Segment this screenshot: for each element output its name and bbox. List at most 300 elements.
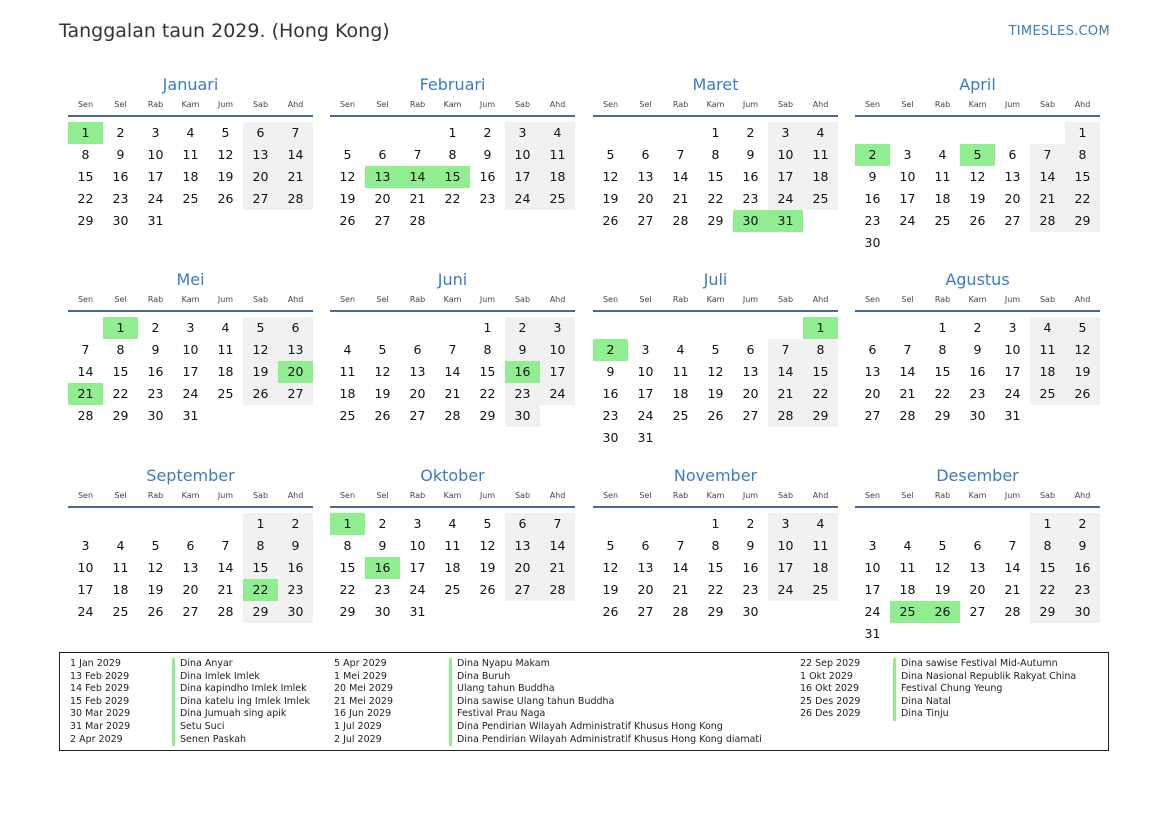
- day-cell[interactable]: 23: [112, 191, 129, 206]
- holiday-day-cell[interactable]: 16: [505, 361, 540, 383]
- day-cell[interactable]: 6: [278, 317, 313, 339]
- day-cell[interactable]: 25: [444, 582, 461, 597]
- day-cell[interactable]: 3: [1008, 320, 1017, 335]
- holiday-day-cell[interactable]: 15: [435, 166, 470, 188]
- day-cell[interactable]: 15: [707, 169, 724, 184]
- day-cell[interactable]: 18: [182, 169, 199, 184]
- day-cell[interactable]: 19: [969, 191, 986, 206]
- day-cell[interactable]: 16: [112, 169, 129, 184]
- day-cell[interactable]: 30: [602, 430, 619, 445]
- day-cell[interactable]: 14: [1004, 560, 1021, 575]
- day-cell[interactable]: 28: [672, 604, 689, 619]
- day-cell[interactable]: 30: [505, 405, 540, 427]
- day-cell[interactable]: 25: [934, 213, 951, 228]
- holiday-day-cell[interactable]: 21: [68, 383, 103, 405]
- day-cell[interactable]: 2: [505, 317, 540, 339]
- day-cell[interactable]: 9: [278, 535, 313, 557]
- day-cell[interactable]: 5: [711, 342, 720, 357]
- day-cell[interactable]: 4: [448, 516, 457, 531]
- day-cell[interactable]: 19: [602, 582, 619, 597]
- day-cell[interactable]: 1: [1030, 513, 1065, 535]
- day-cell[interactable]: 27: [278, 383, 313, 405]
- day-cell[interactable]: 4: [903, 538, 912, 553]
- day-cell[interactable]: 27: [243, 188, 278, 210]
- day-cell[interactable]: 12: [602, 560, 619, 575]
- day-cell[interactable]: 2: [973, 320, 982, 335]
- day-cell[interactable]: 3: [768, 122, 803, 144]
- day-cell[interactable]: 5: [378, 342, 387, 357]
- day-cell[interactable]: 6: [243, 122, 278, 144]
- day-cell[interactable]: 24: [147, 191, 164, 206]
- day-cell[interactable]: 21: [409, 191, 426, 206]
- day-cell[interactable]: 18: [339, 386, 356, 401]
- day-cell[interactable]: 13: [1004, 169, 1021, 184]
- day-cell[interactable]: 25: [672, 408, 689, 423]
- day-cell[interactable]: 18: [899, 582, 916, 597]
- day-cell[interactable]: 31: [864, 626, 881, 641]
- day-cell[interactable]: 23: [505, 383, 540, 405]
- day-cell[interactable]: 7: [903, 342, 912, 357]
- day-cell[interactable]: 20: [742, 386, 759, 401]
- day-cell[interactable]: 14: [672, 560, 689, 575]
- day-cell[interactable]: 21: [899, 386, 916, 401]
- day-cell[interactable]: 18: [803, 557, 838, 579]
- day-cell[interactable]: 25: [339, 408, 356, 423]
- day-cell[interactable]: 6: [641, 538, 650, 553]
- day-cell[interactable]: 11: [182, 147, 199, 162]
- day-cell[interactable]: 7: [676, 147, 685, 162]
- day-cell[interactable]: 9: [746, 538, 755, 553]
- day-cell[interactable]: 13: [864, 364, 881, 379]
- day-cell[interactable]: 6: [186, 538, 195, 553]
- day-cell[interactable]: 13: [742, 364, 759, 379]
- day-cell[interactable]: 19: [1065, 361, 1100, 383]
- day-cell[interactable]: 22: [479, 386, 496, 401]
- day-cell[interactable]: 10: [1004, 342, 1021, 357]
- day-cell[interactable]: 25: [217, 386, 234, 401]
- day-cell[interactable]: 28: [278, 188, 313, 210]
- day-cell[interactable]: 14: [768, 361, 803, 383]
- day-cell[interactable]: 17: [409, 560, 426, 575]
- day-cell[interactable]: 4: [221, 320, 230, 335]
- day-cell[interactable]: 22: [707, 191, 724, 206]
- day-cell[interactable]: 11: [803, 535, 838, 557]
- day-cell[interactable]: 1: [938, 320, 947, 335]
- day-cell[interactable]: 4: [540, 122, 575, 144]
- day-cell[interactable]: 27: [374, 213, 391, 228]
- day-cell[interactable]: 18: [934, 191, 951, 206]
- day-cell[interactable]: 14: [278, 144, 313, 166]
- day-cell[interactable]: 7: [448, 342, 457, 357]
- day-cell[interactable]: 13: [637, 169, 654, 184]
- day-cell[interactable]: 5: [606, 147, 615, 162]
- day-cell[interactable]: 19: [374, 386, 391, 401]
- day-cell[interactable]: 30: [278, 601, 313, 623]
- day-cell[interactable]: 29: [707, 213, 724, 228]
- day-cell[interactable]: 27: [637, 213, 654, 228]
- day-cell[interactable]: 27: [409, 408, 426, 423]
- day-cell[interactable]: 26: [479, 582, 496, 597]
- day-cell[interactable]: 4: [676, 342, 685, 357]
- day-cell[interactable]: 29: [1030, 601, 1065, 623]
- brand-link[interactable]: TIMESLES.COM: [1008, 24, 1110, 39]
- holiday-day-cell[interactable]: 13: [365, 166, 400, 188]
- day-cell[interactable]: 28: [899, 408, 916, 423]
- day-cell[interactable]: 10: [637, 364, 654, 379]
- day-cell[interactable]: 8: [938, 342, 947, 357]
- day-cell[interactable]: 31: [182, 408, 199, 423]
- day-cell[interactable]: 5: [151, 538, 160, 553]
- day-cell[interactable]: 1: [448, 125, 457, 140]
- day-cell[interactable]: 11: [339, 364, 356, 379]
- day-cell[interactable]: 17: [505, 166, 540, 188]
- day-cell[interactable]: 24: [505, 188, 540, 210]
- day-cell[interactable]: 15: [1065, 166, 1100, 188]
- day-cell[interactable]: 10: [540, 339, 575, 361]
- holiday-day-cell[interactable]: 30: [733, 210, 768, 232]
- day-cell[interactable]: 7: [81, 342, 90, 357]
- day-cell[interactable]: 27: [505, 579, 540, 601]
- day-cell[interactable]: 12: [339, 169, 356, 184]
- day-cell[interactable]: 25: [803, 188, 838, 210]
- day-cell[interactable]: 4: [938, 147, 947, 162]
- day-cell[interactable]: 12: [1065, 339, 1100, 361]
- day-cell[interactable]: 29: [707, 604, 724, 619]
- day-cell[interactable]: 8: [1030, 535, 1065, 557]
- day-cell[interactable]: 5: [221, 125, 230, 140]
- day-cell[interactable]: 30: [864, 235, 881, 250]
- day-cell[interactable]: 10: [899, 169, 916, 184]
- day-cell[interactable]: 20: [1004, 191, 1021, 206]
- day-cell[interactable]: 10: [77, 560, 94, 575]
- day-cell[interactable]: 10: [768, 535, 803, 557]
- holiday-day-cell[interactable]: 1: [330, 513, 365, 535]
- day-cell[interactable]: 2: [378, 516, 387, 531]
- day-cell[interactable]: 13: [969, 560, 986, 575]
- day-cell[interactable]: 23: [742, 582, 759, 597]
- day-cell[interactable]: 1: [483, 320, 492, 335]
- day-cell[interactable]: 10: [182, 342, 199, 357]
- day-cell[interactable]: 21: [217, 582, 234, 597]
- day-cell[interactable]: 1: [1065, 122, 1100, 144]
- day-cell[interactable]: 12: [602, 169, 619, 184]
- day-cell[interactable]: 26: [707, 408, 724, 423]
- day-cell[interactable]: 29: [243, 601, 278, 623]
- day-cell[interactable]: 14: [444, 364, 461, 379]
- day-cell[interactable]: 13: [505, 535, 540, 557]
- holiday-day-cell[interactable]: 14: [400, 166, 435, 188]
- day-cell[interactable]: 25: [112, 604, 129, 619]
- day-cell[interactable]: 19: [934, 582, 951, 597]
- day-cell[interactable]: 21: [444, 386, 461, 401]
- day-cell[interactable]: 29: [479, 408, 496, 423]
- day-cell[interactable]: 17: [1004, 364, 1021, 379]
- day-cell[interactable]: 25: [182, 191, 199, 206]
- day-cell[interactable]: 3: [641, 342, 650, 357]
- day-cell[interactable]: 22: [112, 386, 129, 401]
- day-cell[interactable]: 16: [147, 364, 164, 379]
- day-cell[interactable]: 5: [938, 538, 947, 553]
- day-cell[interactable]: 2: [151, 320, 160, 335]
- day-cell[interactable]: 18: [803, 166, 838, 188]
- day-cell[interactable]: 18: [672, 386, 689, 401]
- holiday-day-cell[interactable]: 2: [593, 339, 628, 361]
- day-cell[interactable]: 9: [973, 342, 982, 357]
- day-cell[interactable]: 15: [243, 557, 278, 579]
- day-cell[interactable]: 31: [1004, 408, 1021, 423]
- day-cell[interactable]: 1: [711, 125, 720, 140]
- day-cell[interactable]: 30: [969, 408, 986, 423]
- day-cell[interactable]: 29: [803, 405, 838, 427]
- day-cell[interactable]: 11: [803, 144, 838, 166]
- day-cell[interactable]: 17: [637, 386, 654, 401]
- day-cell[interactable]: 7: [768, 339, 803, 361]
- day-cell[interactable]: 11: [1030, 339, 1065, 361]
- day-cell[interactable]: 15: [803, 361, 838, 383]
- day-cell[interactable]: 19: [339, 191, 356, 206]
- day-cell[interactable]: 26: [147, 604, 164, 619]
- day-cell[interactable]: 5: [343, 147, 352, 162]
- day-cell[interactable]: 14: [217, 560, 234, 575]
- day-cell[interactable]: 24: [77, 604, 94, 619]
- day-cell[interactable]: 15: [934, 364, 951, 379]
- day-cell[interactable]: 12: [479, 538, 496, 553]
- day-cell[interactable]: 10: [147, 147, 164, 162]
- day-cell[interactable]: 24: [864, 604, 881, 619]
- day-cell[interactable]: 14: [1030, 166, 1065, 188]
- day-cell[interactable]: 22: [707, 582, 724, 597]
- day-cell[interactable]: 22: [803, 383, 838, 405]
- day-cell[interactable]: 17: [147, 169, 164, 184]
- day-cell[interactable]: 13: [182, 560, 199, 575]
- day-cell[interactable]: 23: [742, 191, 759, 206]
- day-cell[interactable]: 18: [1030, 361, 1065, 383]
- day-cell[interactable]: 27: [969, 604, 986, 619]
- day-cell[interactable]: 8: [243, 535, 278, 557]
- day-cell[interactable]: 9: [116, 147, 125, 162]
- day-cell[interactable]: 21: [672, 582, 689, 597]
- day-cell[interactable]: 7: [1008, 538, 1017, 553]
- holiday-day-cell[interactable]: 31: [768, 210, 803, 232]
- day-cell[interactable]: 11: [672, 364, 689, 379]
- holiday-day-cell[interactable]: 20: [278, 361, 313, 383]
- day-cell[interactable]: 28: [217, 604, 234, 619]
- day-cell[interactable]: 9: [1065, 535, 1100, 557]
- day-cell[interactable]: 19: [147, 582, 164, 597]
- day-cell[interactable]: 31: [409, 604, 426, 619]
- day-cell[interactable]: 21: [672, 191, 689, 206]
- day-cell[interactable]: 29: [77, 213, 94, 228]
- day-cell[interactable]: 28: [77, 408, 94, 423]
- day-cell[interactable]: 4: [343, 342, 352, 357]
- day-cell[interactable]: 6: [505, 513, 540, 535]
- day-cell[interactable]: 7: [540, 513, 575, 535]
- day-cell[interactable]: 23: [479, 191, 496, 206]
- holiday-day-cell[interactable]: 16: [365, 557, 400, 579]
- day-cell[interactable]: 26: [217, 191, 234, 206]
- day-cell[interactable]: 13: [637, 560, 654, 575]
- day-cell[interactable]: 20: [864, 386, 881, 401]
- day-cell[interactable]: 1: [711, 516, 720, 531]
- day-cell[interactable]: 12: [934, 560, 951, 575]
- day-cell[interactable]: 28: [409, 213, 426, 228]
- day-cell[interactable]: 26: [1065, 383, 1100, 405]
- day-cell[interactable]: 30: [1065, 601, 1100, 623]
- day-cell[interactable]: 24: [899, 213, 916, 228]
- day-cell[interactable]: 27: [742, 408, 759, 423]
- day-cell[interactable]: 18: [112, 582, 129, 597]
- day-cell[interactable]: 6: [1008, 147, 1017, 162]
- day-cell[interactable]: 8: [116, 342, 125, 357]
- day-cell[interactable]: 9: [868, 169, 877, 184]
- day-cell[interactable]: 8: [711, 147, 720, 162]
- day-cell[interactable]: 27: [864, 408, 881, 423]
- day-cell[interactable]: 15: [77, 169, 94, 184]
- day-cell[interactable]: 28: [672, 213, 689, 228]
- day-cell[interactable]: 17: [182, 364, 199, 379]
- day-cell[interactable]: 3: [868, 538, 877, 553]
- holiday-day-cell[interactable]: 1: [103, 317, 138, 339]
- day-cell[interactable]: 23: [1065, 579, 1100, 601]
- day-cell[interactable]: 1: [243, 513, 278, 535]
- day-cell[interactable]: 11: [217, 342, 234, 357]
- day-cell[interactable]: 12: [147, 560, 164, 575]
- day-cell[interactable]: 30: [112, 213, 129, 228]
- day-cell[interactable]: 13: [243, 144, 278, 166]
- day-cell[interactable]: 25: [803, 579, 838, 601]
- day-cell[interactable]: 23: [602, 408, 619, 423]
- day-cell[interactable]: 12: [243, 339, 278, 361]
- day-cell[interactable]: 4: [803, 122, 838, 144]
- day-cell[interactable]: 27: [1004, 213, 1021, 228]
- day-cell[interactable]: 9: [606, 364, 615, 379]
- day-cell[interactable]: 24: [637, 408, 654, 423]
- day-cell[interactable]: 6: [641, 147, 650, 162]
- day-cell[interactable]: 15: [707, 560, 724, 575]
- day-cell[interactable]: 31: [147, 213, 164, 228]
- day-cell[interactable]: 31: [637, 430, 654, 445]
- day-cell[interactable]: 9: [378, 538, 387, 553]
- day-cell[interactable]: 13: [278, 339, 313, 361]
- day-cell[interactable]: 2: [746, 125, 755, 140]
- day-cell[interactable]: 8: [483, 342, 492, 357]
- day-cell[interactable]: 7: [676, 538, 685, 553]
- day-cell[interactable]: 11: [540, 144, 575, 166]
- day-cell[interactable]: 23: [864, 213, 881, 228]
- day-cell[interactable]: 23: [278, 579, 313, 601]
- day-cell[interactable]: 20: [409, 386, 426, 401]
- day-cell[interactable]: 3: [903, 147, 912, 162]
- day-cell[interactable]: 6: [973, 538, 982, 553]
- day-cell[interactable]: 2: [278, 513, 313, 535]
- day-cell[interactable]: 6: [868, 342, 877, 357]
- day-cell[interactable]: 9: [483, 147, 492, 162]
- day-cell[interactable]: 7: [413, 147, 422, 162]
- day-cell[interactable]: 12: [217, 147, 234, 162]
- day-cell[interactable]: 4: [186, 125, 195, 140]
- day-cell[interactable]: 10: [409, 538, 426, 553]
- day-cell[interactable]: 11: [112, 560, 129, 575]
- day-cell[interactable]: 15: [1030, 557, 1065, 579]
- day-cell[interactable]: 22: [1030, 579, 1065, 601]
- day-cell[interactable]: 14: [77, 364, 94, 379]
- day-cell[interactable]: 2: [746, 516, 755, 531]
- day-cell[interactable]: 21: [1004, 582, 1021, 597]
- day-cell[interactable]: 8: [803, 339, 838, 361]
- day-cell[interactable]: 16: [278, 557, 313, 579]
- day-cell[interactable]: 28: [768, 405, 803, 427]
- day-cell[interactable]: 29: [339, 604, 356, 619]
- day-cell[interactable]: 16: [864, 191, 881, 206]
- day-cell[interactable]: 22: [77, 191, 94, 206]
- day-cell[interactable]: 22: [1065, 188, 1100, 210]
- day-cell[interactable]: 17: [768, 557, 803, 579]
- day-cell[interactable]: 29: [934, 408, 951, 423]
- day-cell[interactable]: 22: [339, 582, 356, 597]
- day-cell[interactable]: 3: [768, 513, 803, 535]
- day-cell[interactable]: 20: [505, 557, 540, 579]
- day-cell[interactable]: 4: [116, 538, 125, 553]
- day-cell[interactable]: 29: [112, 408, 129, 423]
- day-cell[interactable]: 21: [1030, 188, 1065, 210]
- day-cell[interactable]: 11: [444, 538, 461, 553]
- day-cell[interactable]: 7: [278, 122, 313, 144]
- day-cell[interactable]: 28: [1004, 604, 1021, 619]
- day-cell[interactable]: 3: [186, 320, 195, 335]
- day-cell[interactable]: 24: [540, 383, 575, 405]
- day-cell[interactable]: 15: [339, 560, 356, 575]
- day-cell[interactable]: 4: [803, 513, 838, 535]
- day-cell[interactable]: 17: [77, 582, 94, 597]
- day-cell[interactable]: 15: [479, 364, 496, 379]
- day-cell[interactable]: 9: [505, 339, 540, 361]
- day-cell[interactable]: 30: [742, 604, 759, 619]
- day-cell[interactable]: 12: [707, 364, 724, 379]
- day-cell[interactable]: 17: [864, 582, 881, 597]
- day-cell[interactable]: 21: [768, 383, 803, 405]
- day-cell[interactable]: 17: [899, 191, 916, 206]
- day-cell[interactable]: 28: [1030, 210, 1065, 232]
- day-cell[interactable]: 20: [637, 582, 654, 597]
- holiday-day-cell[interactable]: 2: [855, 144, 890, 166]
- day-cell[interactable]: 20: [243, 166, 278, 188]
- day-cell[interactable]: 16: [1065, 557, 1100, 579]
- holiday-day-cell[interactable]: 1: [803, 317, 838, 339]
- holiday-day-cell[interactable]: 1: [68, 122, 103, 144]
- day-cell[interactable]: 23: [374, 582, 391, 597]
- day-cell[interactable]: 20: [374, 191, 391, 206]
- day-cell[interactable]: 26: [969, 213, 986, 228]
- day-cell[interactable]: 16: [742, 560, 759, 575]
- day-cell[interactable]: 17: [768, 166, 803, 188]
- day-cell[interactable]: 16: [969, 364, 986, 379]
- day-cell[interactable]: 9: [746, 147, 755, 162]
- day-cell[interactable]: 21: [278, 166, 313, 188]
- day-cell[interactable]: 4: [1030, 317, 1065, 339]
- day-cell[interactable]: 12: [374, 364, 391, 379]
- day-cell[interactable]: 26: [243, 383, 278, 405]
- day-cell[interactable]: 24: [182, 386, 199, 401]
- day-cell[interactable]: 10: [505, 144, 540, 166]
- day-cell[interactable]: 8: [1065, 144, 1100, 166]
- holiday-day-cell[interactable]: 26: [925, 601, 960, 623]
- day-cell[interactable]: 8: [81, 147, 90, 162]
- day-cell[interactable]: 25: [1030, 383, 1065, 405]
- day-cell[interactable]: 5: [606, 538, 615, 553]
- day-cell[interactable]: 26: [374, 408, 391, 423]
- day-cell[interactable]: 19: [243, 361, 278, 383]
- day-cell[interactable]: 26: [602, 604, 619, 619]
